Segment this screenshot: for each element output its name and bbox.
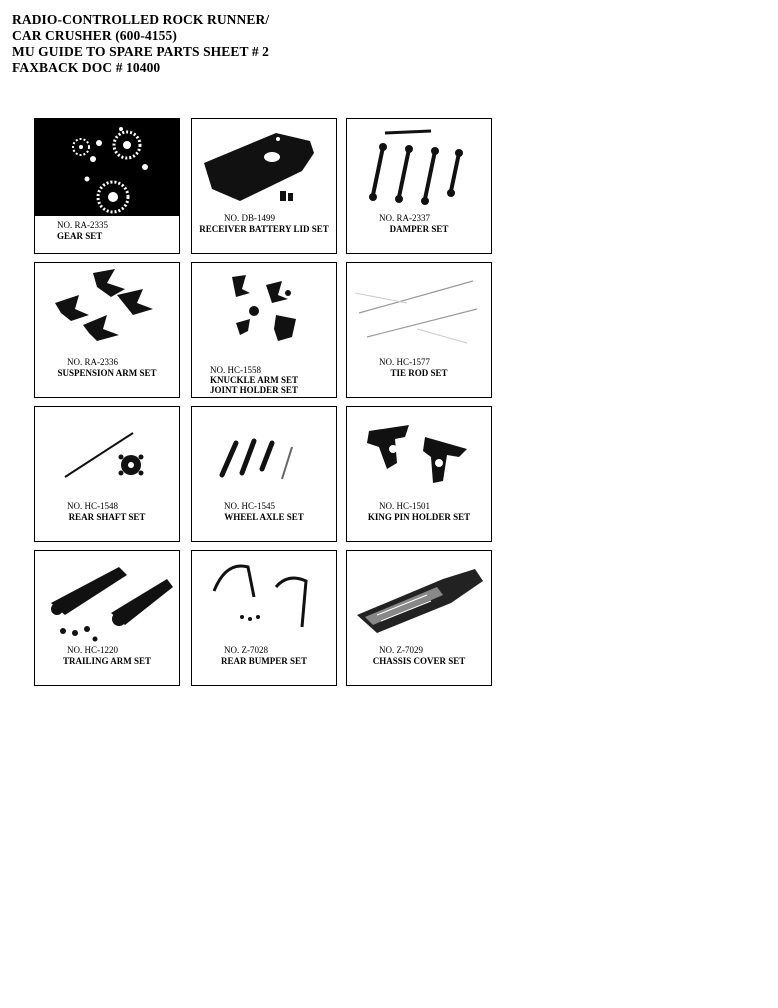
part-caption — [194, 501, 334, 539]
part-name: RECEIVER BATTERY LID SET — [199, 224, 329, 234]
part-caption — [37, 357, 177, 395]
part-code: NO. RA-2336 — [67, 357, 118, 367]
part-name: DAMPER SET — [389, 224, 449, 234]
rear-shaft-photo — [35, 407, 179, 505]
chassis-cover-photo — [347, 551, 491, 649]
gear-set-caption-area — [34, 216, 180, 254]
part-caption — [349, 645, 489, 683]
tie-rod-photo — [347, 263, 491, 361]
part-card-rear-shaft-set — [34, 406, 180, 542]
part-name: GEAR SET — [57, 231, 103, 241]
part-code: NO. HC-1501 — [379, 501, 430, 511]
part-caption — [37, 501, 177, 539]
suspension-arm-photo — [35, 263, 179, 361]
part-code: NO. Z-7029 — [379, 645, 423, 655]
part-card-tie-rod-set — [346, 262, 492, 398]
king-pin-holder-photo — [347, 407, 491, 505]
part-caption — [196, 365, 298, 395]
part-code: NO. HC-1577 — [379, 357, 430, 367]
gear-set-photo — [35, 119, 179, 217]
part-card-suspension-arm-set — [34, 262, 180, 398]
part-caption — [349, 501, 489, 539]
part-card-rear-bumper-set — [191, 550, 337, 686]
part-code: NO. HC-1548 — [67, 501, 118, 511]
part-caption — [194, 213, 334, 251]
part-name: KING PIN HOLDER SET — [367, 512, 471, 522]
part-name: REAR SHAFT SET — [68, 512, 146, 522]
trailing-arm-photo — [35, 551, 179, 649]
part-name: TRAILING ARM SET — [62, 656, 152, 666]
part-card-chassis-cover-set — [346, 550, 492, 686]
part-code: NO. RA-2335 — [57, 220, 108, 230]
part-card-wheel-axle-set — [191, 406, 337, 542]
part-card-trailing-arm-set — [34, 550, 180, 686]
part-name: REAR BUMPER SET — [220, 656, 307, 666]
part-name: CHASSIS COVER SET — [372, 656, 466, 666]
part-card-damper-set — [346, 118, 492, 254]
part-caption — [37, 645, 177, 683]
part-name-secondary: JOINT HOLDER SET — [210, 385, 298, 395]
damper-photo — [347, 119, 491, 217]
part-code: NO. DB-1499 — [224, 213, 275, 223]
part-card-king-pin-holder-set — [346, 406, 492, 542]
knuckle-arm-photo — [192, 263, 336, 361]
part-name: KNUCKLE ARM SET — [210, 375, 299, 385]
header-line-2: CAR CRUSHER (600-4155) — [12, 28, 177, 43]
part-caption — [349, 213, 489, 251]
part-card-knuckle-arm-set — [191, 262, 337, 398]
part-caption — [194, 645, 334, 683]
battery-lid-photo — [192, 119, 336, 217]
part-name: TIE ROD SET — [390, 368, 448, 378]
rear-bumper-photo — [192, 551, 336, 649]
wheel-axle-photo — [192, 407, 336, 505]
part-code: NO. RA-2337 — [379, 213, 430, 223]
header-line-4: FAXBACK DOC # 10400 — [12, 60, 161, 75]
document-header — [12, 12, 269, 76]
part-name: WHEEL AXLE SET — [224, 512, 304, 522]
header-line-3: MU GUIDE TO SPARE PARTS SHEET # 2 — [12, 44, 270, 59]
part-code: NO. HC-1545 — [224, 501, 275, 511]
part-card-receiver-battery-lid-set — [191, 118, 337, 254]
part-code: NO. HC-1558 — [210, 365, 261, 375]
part-caption — [349, 357, 489, 395]
part-code: NO. Z-7028 — [224, 645, 268, 655]
header-line-1: RADIO-CONTROLLED ROCK RUNNER/ — [12, 12, 270, 27]
part-code: NO. HC-1220 — [67, 645, 118, 655]
part-name: SUSPENSION ARM SET — [57, 368, 157, 378]
